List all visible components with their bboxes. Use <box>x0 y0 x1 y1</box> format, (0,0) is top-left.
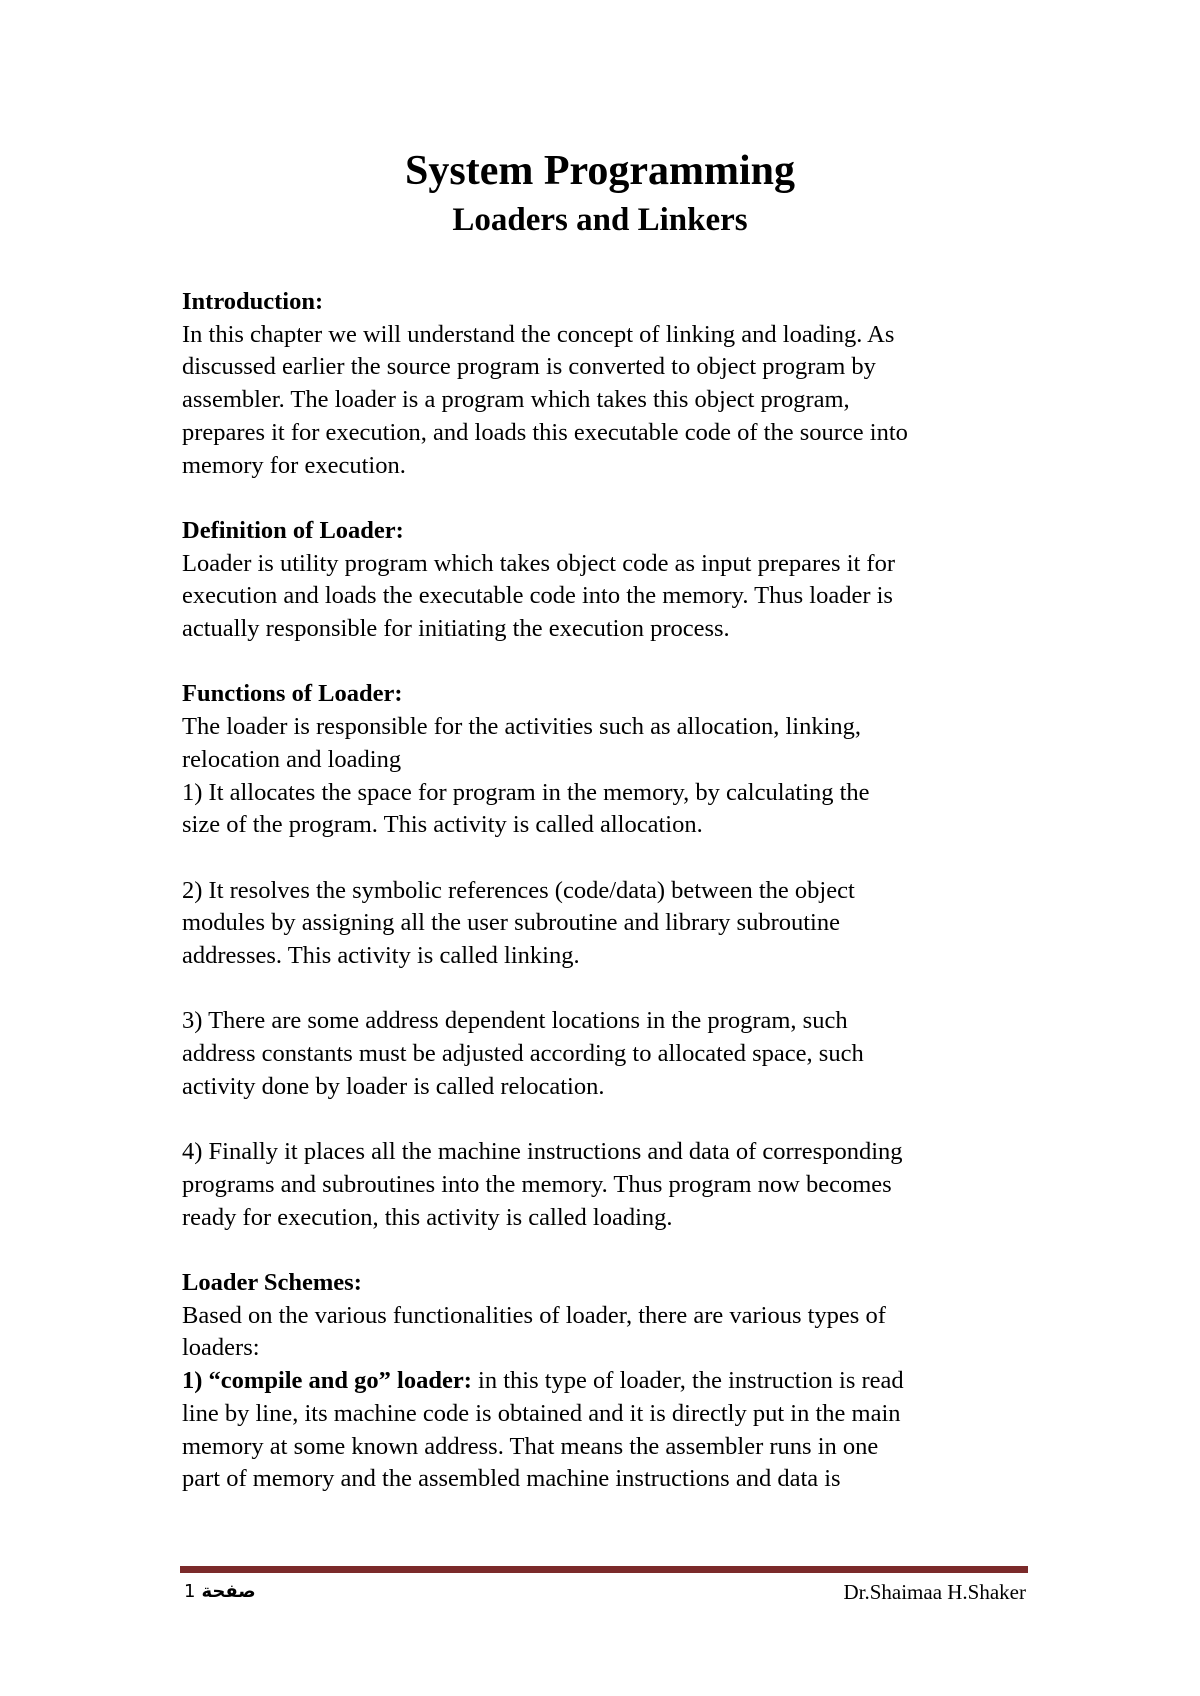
function-item-2-line: 2) It resolves the symbolic references (code/data) between the object <box>182 876 855 904</box>
footer-divider <box>180 1566 1028 1573</box>
function-item-4-line: 4) Finally it places all the machine instructions and data of corresponding <box>182 1138 903 1166</box>
function-item-4-line: programs and subroutines into the memory. Thus program now becomes <box>182 1170 892 1198</box>
introduction-heading: Introduction: <box>182 288 324 315</box>
definition-heading: Definition of Loader: <box>182 516 404 544</box>
paragraph-gap <box>182 1234 1042 1267</box>
functions-heading: Functions of Loader: <box>182 680 403 708</box>
function-item-4-line: ready for execution, this activity is called loading. <box>182 1203 673 1231</box>
paragraph-gap <box>182 973 1042 1006</box>
definition-line: Loader is utility program which takes object code as input prepares it for <box>182 549 896 577</box>
document-title: System Programming <box>405 148 795 194</box>
paragraph-gap <box>182 646 1042 679</box>
function-item-1-line: size of the program. This activity is called allocation. <box>182 811 703 839</box>
introduction-line: In this chapter we will understand the concept of linking and loading. As <box>182 320 895 348</box>
page-number: 1 <box>184 1581 196 1602</box>
document-body <box>182 286 1042 1496</box>
functions-intro-line: relocation and loading <box>182 745 402 773</box>
definition-line: actually responsible for initiating the execution process. <box>182 615 730 643</box>
introduction-line: discussed earlier the source program is converted to object program by <box>182 353 876 381</box>
introduction-line: memory for execution. <box>182 451 406 479</box>
paragraph-gap <box>182 842 1042 875</box>
schemes-heading: Loader Schemes: <box>182 1269 362 1296</box>
footer-page-indicator <box>184 1580 256 1604</box>
introduction-line: assembler. The loader is a program which takes this object program, <box>182 386 850 414</box>
schemes-intro-line: Based on the various functionalities of loader, there are various types of <box>182 1301 886 1329</box>
functions-intro-line: The loader is responsible for the activities such as allocation, linking, <box>182 713 862 741</box>
function-item-3-line: activity done by loader is called relocation. <box>182 1072 605 1100</box>
scheme-item-1-line: part of memory and the assembled machine instructions and data is <box>182 1465 841 1493</box>
introduction-line: prepares it for execution, and loads this executable code of the source into <box>182 418 908 446</box>
schemes-intro-line: loaders: <box>182 1334 260 1362</box>
function-item-2-line: addresses. This activity is called linking. <box>182 942 580 970</box>
paragraph-gap <box>182 482 1042 515</box>
paragraph-gap <box>182 1104 1042 1137</box>
function-item-3-line: 3) There are some address dependent locations in the program, such <box>182 1007 848 1035</box>
document-subtitle: Loaders and Linkers <box>452 202 748 238</box>
definition-line: execution and loads the executable code into the memory. Thus loader is <box>182 582 893 610</box>
scheme-item-1-line: line by line, its machine code is obtained and it is directly put in the main <box>182 1399 901 1427</box>
scheme-item-1-text: in this type of loader, the instruction is read <box>471 1367 904 1395</box>
function-item-1-line: 1) It allocates the space for program in the memory, by calculating the <box>182 778 870 806</box>
scheme-item-1-line: memory at some known address. That means the assembler runs in one <box>182 1432 879 1460</box>
function-item-3-line: address constants must be adjusted according to allocated space, such <box>182 1040 864 1068</box>
function-item-2-line: modules by assigning all the user subroutine and library subroutine <box>182 909 840 937</box>
footer-author: Dr.Shaimaa H.Shaker <box>843 1580 1026 1604</box>
scheme-item-1-first-line <box>182 1365 1042 1398</box>
page-label: صفحة <box>201 1581 256 1602</box>
scheme-item-1-label: 1) “compile and go” loader: <box>182 1367 472 1395</box>
